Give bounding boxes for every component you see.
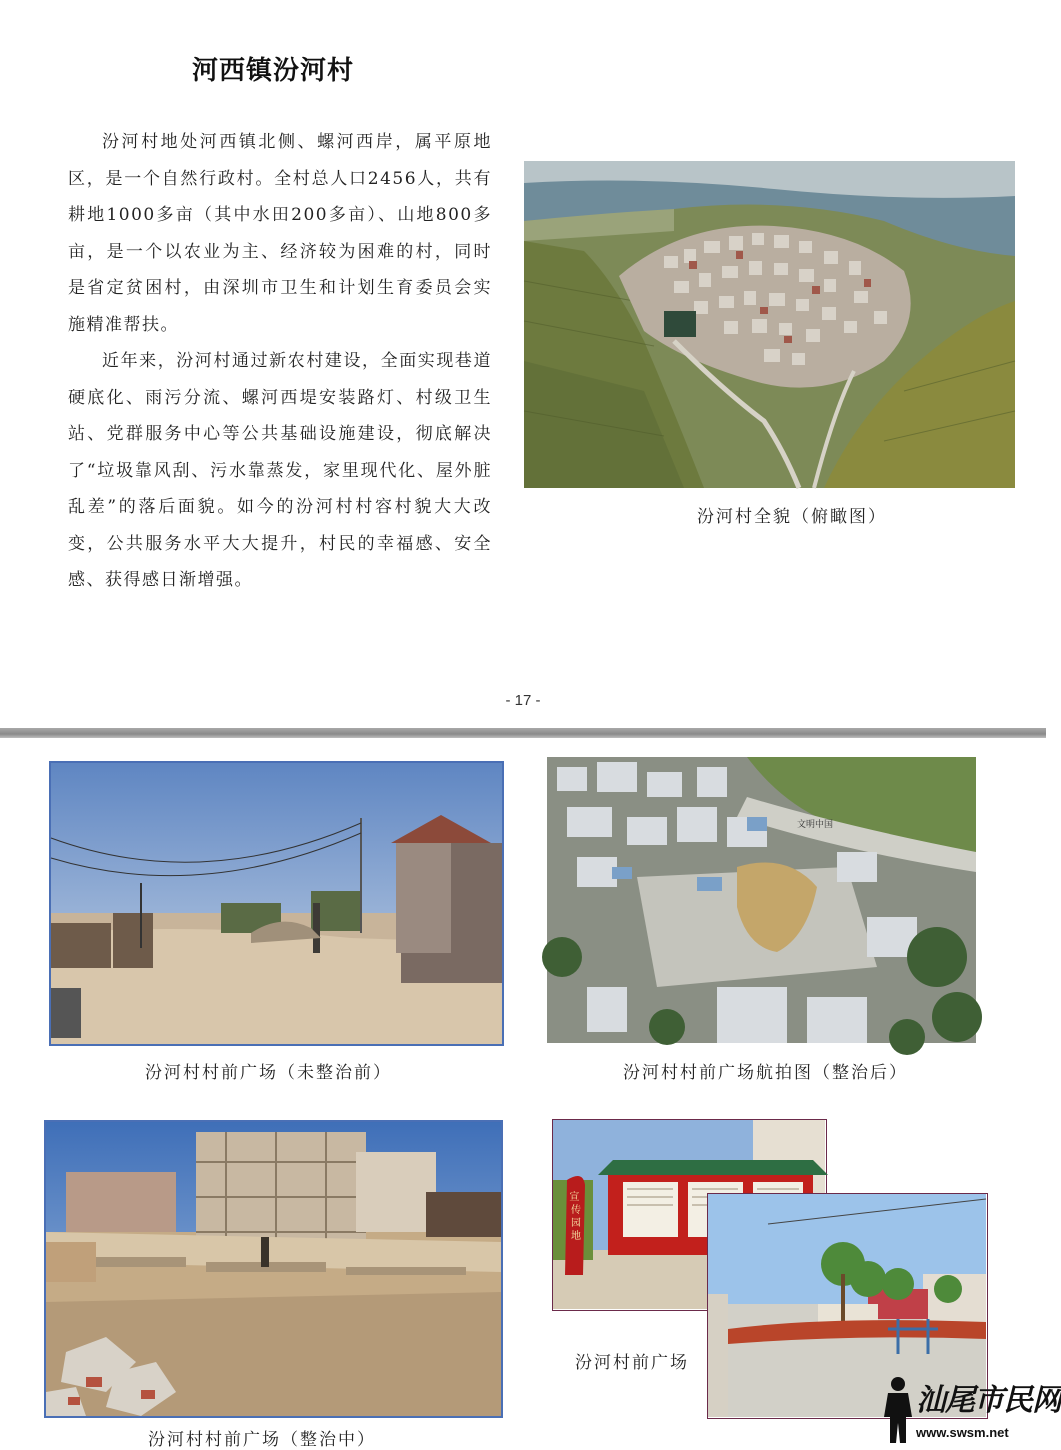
plaza-before-photo	[49, 761, 504, 1046]
silhouette-icon	[880, 1375, 916, 1445]
board-sign-text: 宣 传园地	[569, 1192, 581, 1242]
plaza-caption: 汾河村前广场	[575, 1353, 689, 1373]
body-text	[68, 124, 492, 599]
page-divider	[0, 728, 1046, 738]
watermark-logo: 汕尾市民网	[916, 1383, 1061, 1418]
village-aerial-photo	[524, 161, 1015, 488]
aerial-caption: 汾河村全貌（俯瞰图）	[697, 507, 887, 527]
watermark-url: www.swsm.net	[916, 1425, 1009, 1440]
paragraph-1: 汾河村地处河西镇北侧、螺河西岸，属平原地区，是一个自然行政村。全村总人口2456人，共有耕地1000多亩（其中水田200多亩）、山地800多亩，是一个以农业为主、经济较为困难的村，同时是省定贫困村，由深圳市卫生和计划生育委员会实施精准帮扶。	[68, 132, 492, 335]
during-caption: 汾河村村前广场（整治中）	[148, 1430, 376, 1450]
page-number: - 17 -	[505, 692, 541, 709]
board-sign: 宣	[569, 1192, 580, 1203]
page-top	[0, 0, 1046, 728]
aerial-banner-text: 文明中国	[797, 820, 834, 830]
watermark	[880, 1375, 1061, 1445]
plaza-after-aerial-photo	[547, 757, 976, 1043]
before-caption: 汾河村村前广场（未整治前）	[145, 1063, 392, 1083]
page-title: 河西镇汾河村	[192, 56, 355, 86]
plaza-during-photo	[44, 1120, 503, 1418]
after-aerial-caption: 汾河村村前广场航拍图（整治后）	[623, 1063, 908, 1083]
paragraph-2: 近年来，汾河村通过新农村建设，全面实现巷道硬底化、雨污分流、螺河西堤安装路灯、村级卫生站、党群服务中心等公共基础设施建设，彻底解决了“垃圾靠风刮、污水靠蒸发，家里现代化、屋外脏乱差”的落后面貌。如今的汾河村村容村貌大大改变，公共服务水平大大提升，村民的幸福感、安全感、获得感日渐增强。	[68, 351, 492, 590]
